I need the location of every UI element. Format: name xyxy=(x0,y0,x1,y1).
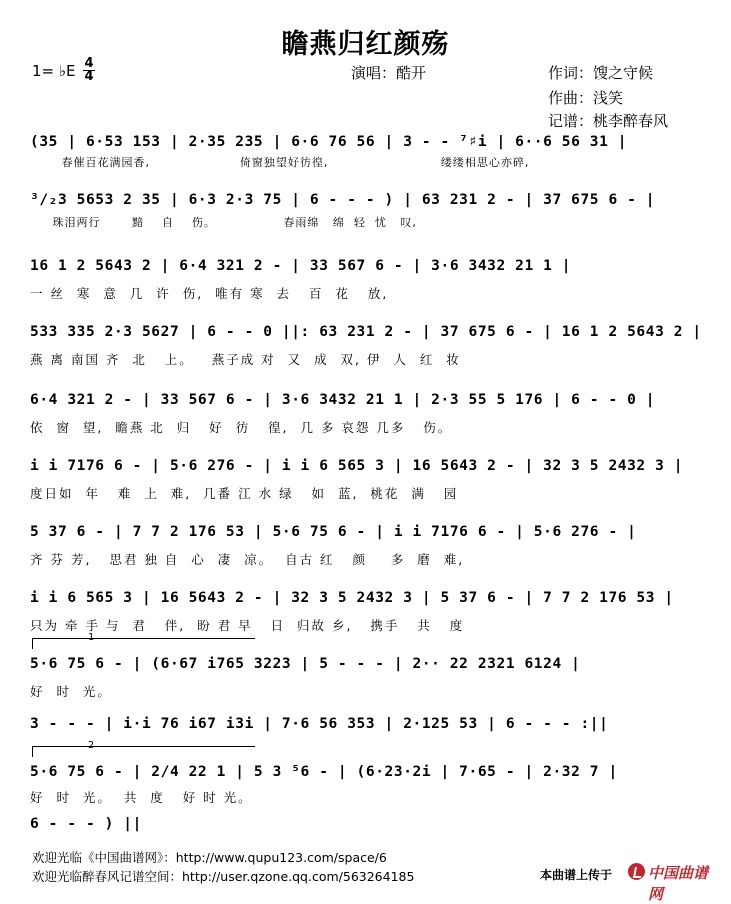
lyric-line: 一 丝 寒 意 几 许 伤, 唯有 寒 去 百 花 放, xyxy=(30,286,389,301)
volta-number-2: 2 xyxy=(88,740,95,751)
notation-line: 5 37 6 - | 7 7 2 176 53 | 5·6 75 6 - | i i 7176 6 - | 5·6 276 - | xyxy=(30,524,637,540)
lyric-line: 好 时 光。 xyxy=(30,684,112,699)
lyric-line: 春催百花满园香, 倚窗独望好彷徨, 缕缕相思心亦碎, xyxy=(30,156,530,169)
singer-credit: 演唱：酷开 xyxy=(351,64,427,82)
lyric-line: 依 窗 望, 瞻燕 北 归 好 彷 徨, 几 多 哀怨 几多 伤。 xyxy=(30,420,453,435)
meter-bottom: 4 xyxy=(84,69,94,84)
song-title: 瞻燕归红颜殇 xyxy=(281,29,450,60)
lyric-line: 好 时 光。 共 度 好 时 光。 xyxy=(30,790,253,805)
composer-credit: 作曲：浅笑 xyxy=(548,89,624,107)
lyric-line: 度日如 年 难 上 难, 几番 江 水 绿 如 蓝, 桃花 满 园 xyxy=(30,486,459,501)
notation-line: 6·4 321 2 - | 33 567 6 - | 3·6 3432 21 1 | 2·3 55 5 176 | 6 - - 0 | xyxy=(30,392,656,408)
notation-line: (35 | 6·53 153 | 2·35 235 | 6·6 76 56 | 3 - - ⁷♯i | 6··6 56 31 | xyxy=(30,134,628,150)
notation-line: ³/₂3 5653 2 35 | 6·3 2·3 75 | 6 - - - ) | 63 231 2 - | 37 675 6 - | xyxy=(30,192,656,208)
lyric-line: 齐 芬 芳, 思君 独 自 心 凄 凉。 自古 红 颜 多 磨 难, xyxy=(30,552,465,567)
footer-link-qupu[interactable]: 欢迎光临《中国曲谱网》：http://www.qupu123.com/space/6 xyxy=(32,850,387,865)
notation-line: 6 - - - ) || xyxy=(30,816,142,832)
music-note-icon xyxy=(628,863,645,880)
uploaded-to-label: 本曲谱上传于 xyxy=(540,868,613,882)
notation-line: 3 - - - | i·i 76 i67 i3i | 7·6 56 353 | 2·125 53 | 6 - - - :|| xyxy=(30,716,609,732)
notation-line: i i 6 565 3 | 16 5643 2 - | 32 3 5 2432 3 | 5 37 6 - | 7 7 2 176 53 | xyxy=(30,590,674,606)
time-signature xyxy=(83,58,95,83)
volta-bracket-1 xyxy=(32,638,255,649)
site-logo[interactable] xyxy=(628,860,722,903)
lyric-line: 只为 牵 手 与 君 伴, 盼 君 早 日 归故 乡, 携手 共 度 xyxy=(30,618,465,633)
lyric-line: 燕 离 南国 齐 北 上。 燕子成 对 又 成 双, 伊 人 红 妆 xyxy=(30,352,461,367)
notation-line: i i 7176 6 - | 5·6 276 - | i i 6 565 3 | 16 5643 2 - | 32 3 5 2432 3 | xyxy=(30,458,684,474)
site-logo-text: 中国曲谱网 xyxy=(648,864,709,903)
meter-top: 4 xyxy=(84,56,94,71)
lyric-line: 珠泪两行 黯 自 伤。 春雨绵 绵 轻 忧 叹, xyxy=(30,216,417,229)
footer-link-qzone[interactable]: 欢迎光临醉春风记谱空间：http://user.qzone.qq.com/563264185 xyxy=(32,869,415,884)
notation-line: 5·6 75 6 - | 2/4 22 1 | 5 3 ⁵6 - | (6·23·2i | 7·65 - | 2·32 7 | xyxy=(30,764,618,780)
lyricist-credit: 作词：馊之守候 xyxy=(548,64,654,82)
notation-line: 16 1 2 5643 2 | 6·4 321 2 - | 33 567 6 - | 3·6 3432 21 1 | xyxy=(30,258,572,274)
volta-bracket-2 xyxy=(32,746,255,757)
key-signature: 1= ♭E xyxy=(32,62,76,80)
volta-number-1: 1 xyxy=(88,632,95,643)
transcriber-credit: 记谱：桃李醉春风 xyxy=(548,112,669,130)
notation-line: 5·6 75 6 - | (6·67 i765 3223 | 5 - - - | 2·· 22 2321 6124 | xyxy=(30,656,581,672)
notation-line: 533 335 2·3 5627 | 6 - - 0 ||: 63 231 2 - | 37 675 6 - | 16 1 2 5643 2 | xyxy=(30,324,702,340)
